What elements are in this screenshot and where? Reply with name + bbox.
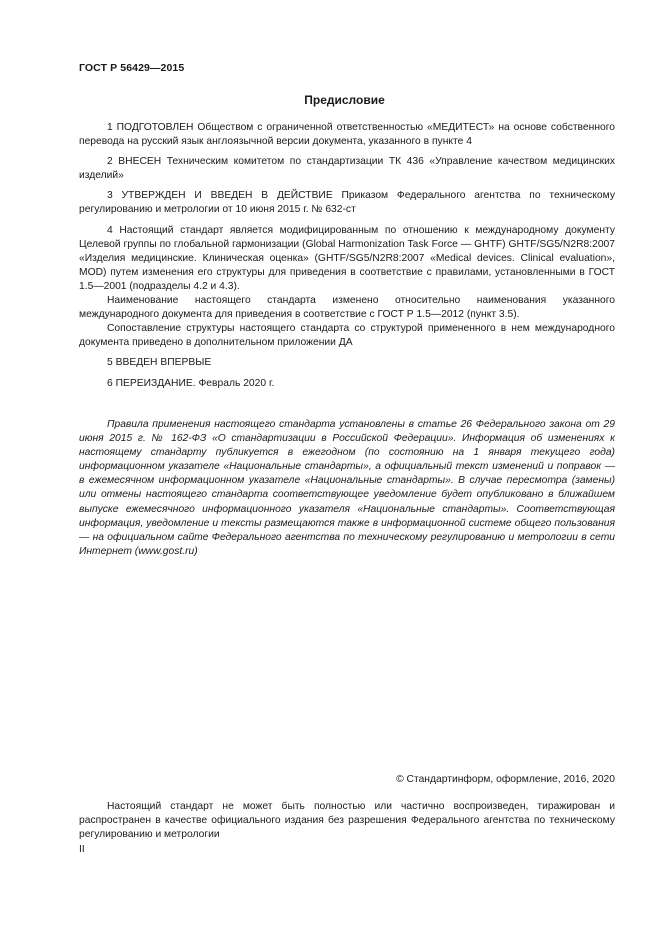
paragraph-submitted: 2 ВНЕСЕН Техническим комитетом по стандартизации ТК 436 «Управление качеством медицинских изделий»	[79, 156, 615, 182]
paragraph-modified: 4 Настоящий стандарт является модифицированным по отношению к международному документу Целевой группы по глобальной гармонизации (Global Harmonization Task Force — GHTF) GHTF/SG5/N2R8:2007 «Изделия медицинские. Клиническая оценка» (GHTF/SG5/N2R8:2007 «Medical devices. Clinical evaluation», MOD) путем изменения его структуры для приведения в соответствие с правилами, установленными в ГОСТ 1.5—2001 (подразделы 4.2 и 4.3).	[79, 224, 615, 292]
paragraph-introduced: 5 ВВЕДЕН ВПЕРВЫЕ	[107, 357, 212, 369]
paragraph-prepared: 1 ПОДГОТОВЛЕН Обществом с ограниченной ответственностью «МЕДИТЕСТ» на основе собственного перевода на русский язык англоязычной версии документа, указанного в пункте 4	[79, 122, 615, 148]
application-rules-notice: Правила применения настоящего стандарта установлены в статье 26 Федерального закона от 29 июня 2015 г. № 162-ФЗ «О стандартизации в Российской Федерации». Информация об изменениях к настоящему стандарту публикуется в ежегодном (по состоянию на 1 января текущего года) информационном указателе «Национальные стандарты», а официальный текст изменений и поправок — в ежемесячном информационном указателе «Национальные стандарты». В случае пересмотра (замены) или отмены настоящего стандарта соответствующее уведомление будет опубликовано в ближайшем выпуске ежемесячного информационного указателя «Национальные стандарты». Соответствующая информация, уведомление и тексты размещаются также в информационной системе общего пользования — на официальном сайте Федерального агентства по техническому регулированию и метрологии в сети Интернет (www.gost.ru)	[79, 419, 615, 557]
paragraph-reissue: 6 ПЕРЕИЗДАНИЕ. Февраль 2020 г.	[107, 377, 275, 389]
paragraph-name-changed: Наименование настоящего стандарта изменено относительно наименования указанного международного документа для приведения в соответствие с ГОСТ Р 1.5—2012 (пункт 3.5).	[79, 295, 615, 321]
copyright-line: © Стандартинформ, оформление, 2016, 2020	[396, 774, 615, 785]
paragraph-structure-comparison: Сопоставление структуры настоящего стандарта со структурой примененного в нем международного документа приведено в дополнительном приложении ДА	[79, 323, 615, 349]
page-title: Предисловие	[304, 93, 385, 107]
document-id-header: ГОСТ Р 56429—2015	[79, 62, 185, 74]
foreword-body	[79, 121, 615, 391]
paragraph-approved: 3 УТВЕРЖДЕН И ВВЕДЕН В ДЕЙСТВИЕ Приказом Федерального агентства по техническому регулированию и метрологии от 10 июня 2015 г. № 632-ст	[79, 190, 615, 216]
page-number: II	[79, 844, 85, 855]
reproduction-rights-text: Настоящий стандарт не может быть полностью или частично воспроизведен, тиражирован и распространен в качестве официального издания без разрешения Федерального агентства по техническому регулированию и метрологии	[79, 801, 615, 841]
